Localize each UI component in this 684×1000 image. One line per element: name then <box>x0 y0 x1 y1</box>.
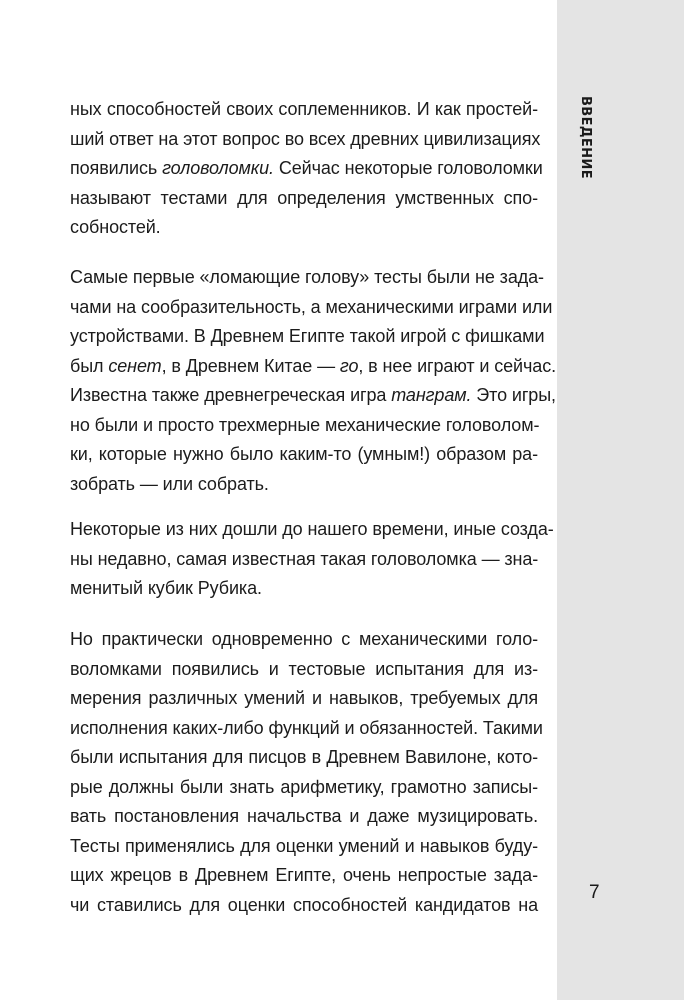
text-run: Известна также древнегреческая игра <box>70 385 392 405</box>
text-run: Но практически одновременно с механическими голо- <box>70 629 538 649</box>
text-line <box>70 154 543 184</box>
text-line <box>70 714 543 744</box>
text-line <box>70 263 544 293</box>
text-run: , в нее играют и сейчас. <box>358 355 557 376</box>
italic-term: тангрaм. <box>391 385 472 405</box>
text-run: Тесты применялись для оценки умений и навыков буду- <box>70 835 538 856</box>
italic-term: го <box>339 355 359 376</box>
text-line <box>70 440 538 470</box>
text-run: называют тестами для определения умственных спо- <box>70 187 538 208</box>
text-run: ки, которые нужно было каким-то (умным!) образом ра- <box>70 444 538 464</box>
text-line <box>70 773 538 803</box>
text-run: ны недавно, самая известная такая головоломка — зна- <box>70 548 539 569</box>
text-line <box>70 381 556 411</box>
text-line <box>70 293 553 323</box>
text-line <box>70 95 538 125</box>
text-run: , в Древнем Китае — <box>161 355 340 376</box>
text-line <box>70 322 545 352</box>
text-line <box>70 802 538 832</box>
text-run: щих жрецов в Древнем Египте, очень непростые зада- <box>70 865 538 885</box>
text-run: Самые первые «ломающие голову» тесты были не зада- <box>70 267 544 287</box>
text-run: мерения различных умений и навыков, требуемых для <box>70 688 538 708</box>
text-run: чи ставились для оценки способностей кандидатов на <box>70 894 538 915</box>
text-run: ных способностей своих соплеменников. И как простей- <box>70 99 538 119</box>
text-run: появились <box>70 158 163 178</box>
text-run: был <box>70 355 109 376</box>
text-run: ший ответ на этот вопрос во всех древних цивилизациях <box>70 128 541 149</box>
text-run: вать постановления начальства и даже музицировать. <box>70 806 538 826</box>
text-line <box>70 125 541 155</box>
text-line <box>70 545 538 575</box>
text-run: были испытания для писцов в Древнем Вавилоне, кото- <box>70 747 538 767</box>
text-line <box>70 861 538 891</box>
side-tab <box>557 0 684 1000</box>
text-line <box>70 411 538 441</box>
text-run: исполнения каких-либо функций и обязанностей. Такими <box>70 717 543 738</box>
text-run: Сейчас некоторые головоломки <box>273 158 543 178</box>
text-line <box>70 891 538 921</box>
text-line <box>70 515 554 545</box>
text-line <box>70 213 538 243</box>
text-line <box>70 352 557 382</box>
italic-term: головоломки. <box>162 158 274 178</box>
text-run: чами на сообразительность, а механическими играми или <box>70 296 553 317</box>
text-run: рые должны были знать арифметику, грамотно записы- <box>70 776 538 797</box>
text-run: но были и просто трехмерные механические головолом- <box>70 414 540 435</box>
text-run: устройствами. В Древнем Египте такой игрой с фишками <box>70 326 545 346</box>
italic-term: сенет <box>108 355 162 376</box>
text-run: воломками появились и тестовые испытания для из- <box>70 658 538 679</box>
text-run: Некоторые из них дошли до нашего времени, иные созда- <box>70 519 554 539</box>
text-line <box>70 184 538 214</box>
text-line <box>70 470 538 500</box>
text-run: менитый кубик Рубика. <box>70 578 262 598</box>
paragraph-4 <box>70 625 543 920</box>
text-run: Это игры, <box>471 385 556 405</box>
paragraph-2 <box>70 263 557 499</box>
text-line <box>70 655 538 685</box>
text-line <box>70 574 538 604</box>
section-label: ВВЕДЕНИЕ <box>578 96 593 179</box>
text-line <box>70 625 538 655</box>
text-line <box>70 743 538 773</box>
paragraph-1 <box>70 95 543 243</box>
text-line <box>70 832 538 862</box>
text-run: зобрать — или собрать. <box>70 473 269 494</box>
paragraph-3 <box>70 515 554 604</box>
text-line <box>70 684 538 714</box>
page-number: 7 <box>589 882 600 903</box>
text-run: собностей. <box>70 217 161 237</box>
